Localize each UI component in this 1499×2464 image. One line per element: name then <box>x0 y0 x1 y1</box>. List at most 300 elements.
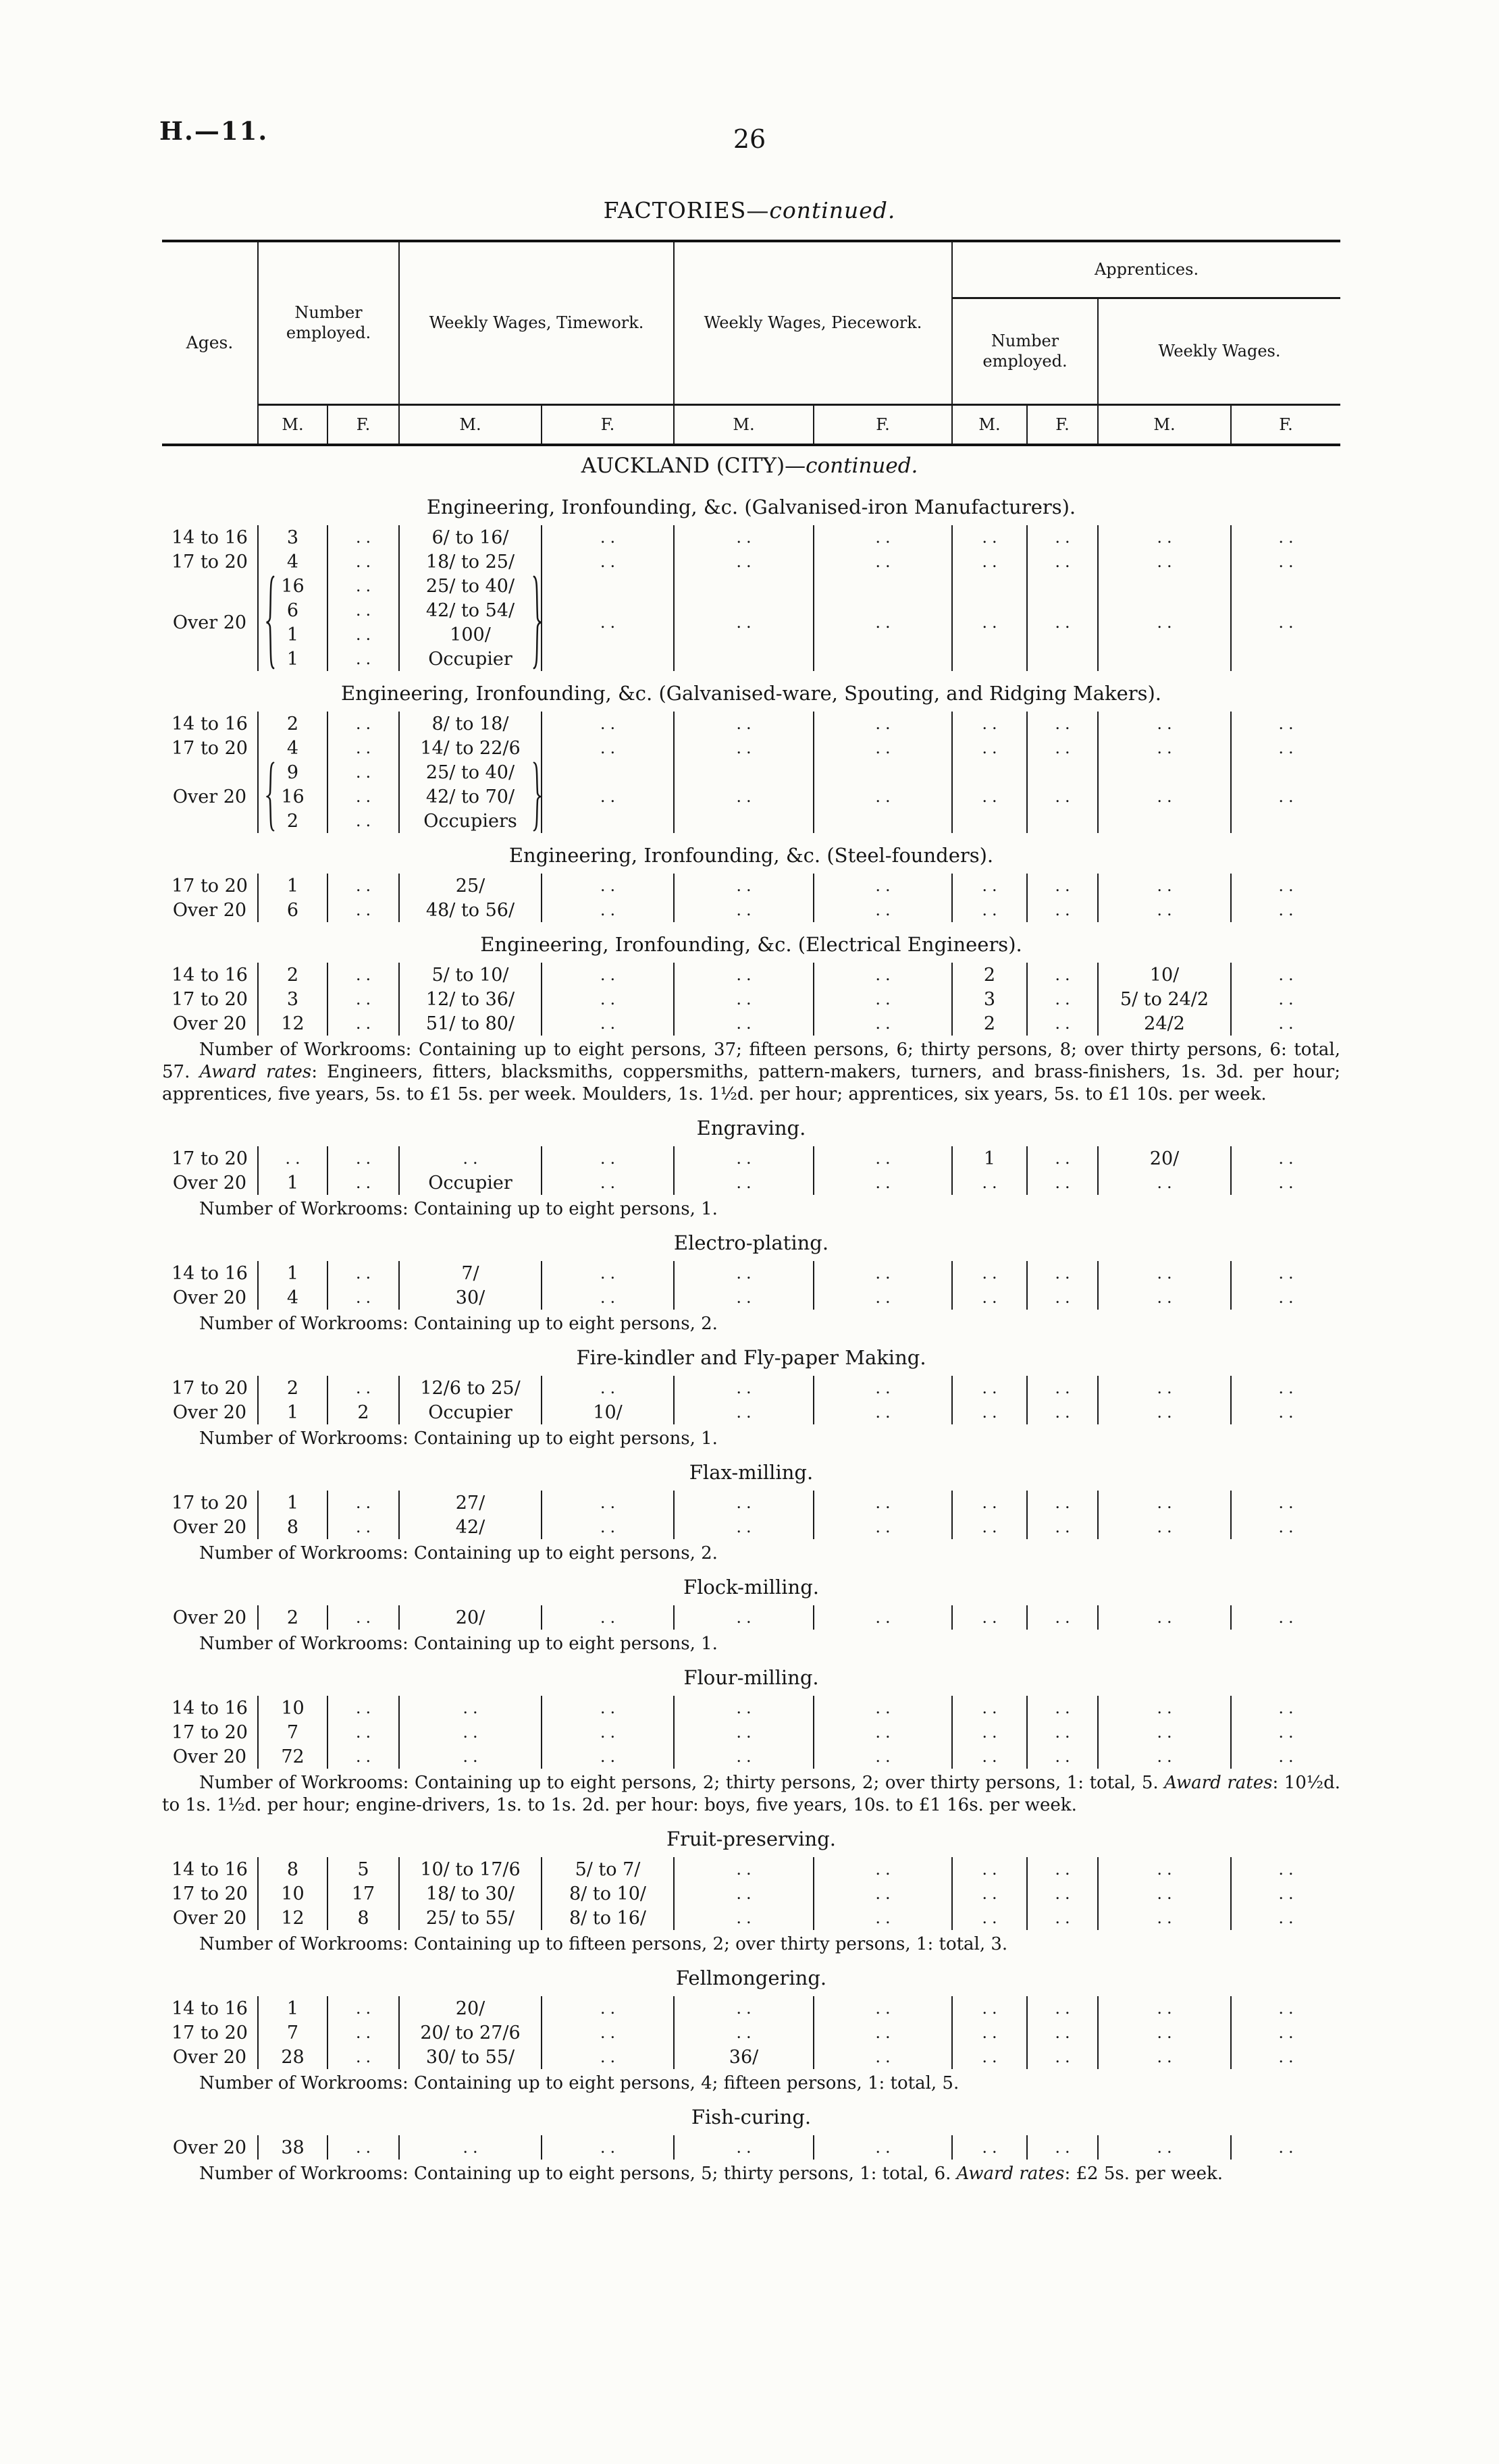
note-text: : Engineers, fitters, blacksmiths, coppersmiths, pattern-makers, turners, and brass-finishers, 1s. 3d. per hour; apprentices, five years, 5s. to £1 5s. per week. Moulders, 1s. 1½d. per hour; apprentices, six years, 5s. to £1 10s. per week. <box>162 1062 1341 1104</box>
female-column-header: F. <box>1231 404 1340 445</box>
note-text: Number of Workrooms: Containing up to eight persons, 2; thirty persons, 2; over thirty persons, 1: total, 5. <box>199 1773 1165 1793</box>
male-column-header: M. <box>1098 404 1231 445</box>
table-cell: .. <box>542 1515 674 1539</box>
table-cell: .. <box>327 987 399 1011</box>
table-cell: .. <box>1027 1011 1098 1036</box>
number-employed-header-label: Number employed. <box>286 303 371 343</box>
table-cell: .. <box>327 1515 399 1539</box>
section <box>162 1565 1340 1655</box>
table-cell: 25/ <box>399 874 542 898</box>
table-cell: .. <box>327 1171 399 1195</box>
table-cell: 30/ to 55/ <box>399 2045 542 2069</box>
table-row <box>162 1285 1340 1310</box>
table-cell: .. <box>1231 898 1340 922</box>
table-cell: .. <box>542 736 674 760</box>
table-cell: .. <box>674 1857 814 1881</box>
table-cell: .. <box>1027 1400 1098 1424</box>
wage-table <box>162 2135 1340 2160</box>
table-cell: 2 <box>327 1400 399 1424</box>
table-cell: .. <box>1098 574 1231 671</box>
table-cell: 72 <box>258 1744 327 1769</box>
table-cell: .. <box>542 1376 674 1400</box>
table-cell: .. <box>952 1261 1027 1285</box>
table-cell: .. <box>1231 1011 1340 1036</box>
table-cell: .. <box>1027 1881 1098 1906</box>
table-row <box>162 574 1340 598</box>
table-cell: .. <box>1231 874 1340 898</box>
table-cell: .. <box>542 1491 674 1515</box>
section-table-wrap <box>162 963 1340 1036</box>
table-cell: .. <box>399 2135 542 2160</box>
section-heading: Engineering, Ironfounding, &c. (Galvanised-ware, Spouting, and Ridging Makers). <box>340 682 1162 705</box>
table-cell: .. <box>542 712 674 736</box>
table-cell: 3 <box>258 987 327 1011</box>
table-cell: .. <box>1098 712 1231 736</box>
table-cell: .. <box>1027 736 1098 760</box>
table-cell: .. <box>542 987 674 1011</box>
table-cell: 10/ <box>542 1400 674 1424</box>
table-cell: .. <box>674 1906 814 1930</box>
table-cell: 1 <box>952 1146 1027 1171</box>
table-cell: .. <box>1098 1857 1231 1881</box>
table-cell: 5/ to 24/2 <box>1098 987 1231 1011</box>
table-cell: 18/ to 30/ <box>399 1881 542 1906</box>
table-cell: .. <box>1098 1996 1231 2020</box>
female-column-header: F. <box>814 404 952 445</box>
table-cell: .. <box>542 550 674 574</box>
table-cell: 18/ to 25/ <box>399 550 542 574</box>
table-cell: .. <box>542 874 674 898</box>
table-cell: .. <box>1231 574 1340 671</box>
page-subtitle <box>0 454 1499 478</box>
table-cell: .. <box>1098 525 1231 550</box>
table-cell: 28 <box>258 2045 327 2069</box>
note-text: Number of Workrooms: Containing up to eight persons, 1. <box>199 1634 718 1654</box>
section <box>162 922 1340 1106</box>
table-cell: .. <box>1098 2020 1231 2045</box>
table-row <box>162 874 1340 898</box>
table-cell: .. <box>952 1996 1027 2020</box>
table-cell: .. <box>1027 1171 1098 1195</box>
table-cell: Occupiers <box>399 809 542 833</box>
table-cell: .. <box>952 1720 1027 1744</box>
table-cell: .. <box>1098 1285 1231 1310</box>
table-row <box>162 1400 1340 1424</box>
table-cell: .. <box>1027 1261 1098 1285</box>
table-cell: 1 <box>258 1400 327 1424</box>
table-cell: .. <box>399 1720 542 1744</box>
table-cell: 1 <box>258 874 327 898</box>
table-cell: .. <box>327 784 399 809</box>
table-cell: 3 <box>952 987 1027 1011</box>
page-title <box>0 197 1499 223</box>
table-cell: .. <box>1098 2045 1231 2069</box>
table-cell: 2 <box>258 963 327 987</box>
note-text: Number of Workrooms: Containing up to eight persons, 4; fifteen persons, 1: total, 5. <box>199 2073 959 2093</box>
timework-wages-header: Weekly Wages, Timework. <box>399 241 674 404</box>
table-cell: Over 20 <box>172 2046 247 2068</box>
brace-decoration <box>265 761 275 832</box>
table-cell: 10 <box>258 1696 327 1720</box>
table-cell: .. <box>327 525 399 550</box>
section-table-wrap <box>162 525 1340 671</box>
table-cell: 1 <box>258 622 327 647</box>
section-heading: Fish-curing. <box>691 2106 812 2128</box>
table-cell: 6/ to 16/ <box>399 525 542 550</box>
table-cell: .. <box>1027 898 1098 922</box>
brace-decoration <box>533 575 543 670</box>
workrooms-note <box>162 1930 1340 1956</box>
table-cell: 12 <box>258 1011 327 1036</box>
table-cell: .. <box>399 1744 542 1769</box>
section-heading: Fellmongering. <box>675 1966 827 1989</box>
table-cell: .. <box>1231 1515 1340 1539</box>
table-cell: .. <box>1098 1906 1231 1930</box>
table-cell: .. <box>674 874 814 898</box>
workrooms-note <box>162 1195 1340 1221</box>
table-cell: .. <box>1231 1285 1340 1310</box>
table-cell: .. <box>1231 1744 1340 1769</box>
wage-table <box>162 874 1340 922</box>
table-cell: .. <box>327 1720 399 1744</box>
workrooms-note <box>162 1424 1340 1450</box>
table-cell: .. <box>1027 1491 1098 1515</box>
section-table-wrap <box>162 1491 1340 1539</box>
table-cell: .. <box>674 1146 814 1171</box>
table-cell: .. <box>814 574 952 671</box>
table-cell: .. <box>1231 1605 1340 1630</box>
table-cell: .. <box>1027 1696 1098 1720</box>
table-cell: .. <box>674 987 814 1011</box>
table-row <box>162 1720 1340 1744</box>
table-row <box>162 1376 1340 1400</box>
table-cell: 2 <box>952 963 1027 987</box>
table-cell: .. <box>1231 1857 1340 1881</box>
table-cell: .. <box>258 1146 327 1171</box>
table-cell: Over 20 <box>172 1907 247 1929</box>
female-column-header: F. <box>542 404 674 445</box>
table-cell: .. <box>1098 736 1231 760</box>
table-cell: 10/ <box>1098 963 1231 987</box>
note-text: Number of Workrooms: Containing up to fifteen persons, 2; over thirty persons, 1: total, 3. <box>199 1934 1008 1954</box>
table-cell: .. <box>952 1400 1027 1424</box>
table-cell: .. <box>399 1146 542 1171</box>
table-cell: 36/ <box>674 2045 814 2069</box>
number-employed-header <box>258 241 399 404</box>
table-cell: .. <box>674 1605 814 1630</box>
table-cell: 17 to 20 <box>172 1492 248 1514</box>
table-cell: .. <box>952 736 1027 760</box>
table-cell: .. <box>814 1720 952 1744</box>
table-cell: .. <box>542 1171 674 1195</box>
table-cell: .. <box>1027 963 1098 987</box>
table-cell: Over 20 <box>172 1013 247 1034</box>
workrooms-note <box>162 1310 1340 1335</box>
section-table-wrap <box>162 2135 1340 2160</box>
table-cell: .. <box>1231 1261 1340 1285</box>
table-cell: .. <box>327 1744 399 1769</box>
table-cell: 17 to 20 <box>172 2022 248 2043</box>
table-cell: .. <box>542 898 674 922</box>
table-cell: .. <box>1027 2045 1098 2069</box>
table-cell: .. <box>674 550 814 574</box>
table-cell: .. <box>542 1605 674 1630</box>
male-column-header: M. <box>399 404 542 445</box>
table-cell: .. <box>1027 1720 1098 1744</box>
table-cell: .. <box>542 1011 674 1036</box>
table-cell: .. <box>814 1146 952 1171</box>
wage-table <box>162 1376 1340 1424</box>
section-table-wrap <box>162 1146 1340 1195</box>
table-cell: .. <box>542 2020 674 2045</box>
table-cell: 7/ <box>399 1261 542 1285</box>
section <box>162 485 1340 671</box>
table-cell: .. <box>327 1605 399 1630</box>
table-row <box>162 525 1340 550</box>
table-cell: .. <box>1231 1696 1340 1720</box>
table-cell: .. <box>1027 1857 1098 1881</box>
section-heading: Flock-milling. <box>683 1576 820 1599</box>
table-cell: .. <box>814 2045 952 2069</box>
table-cell: Occupier <box>399 1171 542 1195</box>
table-cell: .. <box>674 736 814 760</box>
table-cell: 14 to 16 <box>172 964 248 986</box>
table-cell: .. <box>952 1696 1027 1720</box>
table-cell: 7 <box>258 1720 327 1744</box>
table-cell: .. <box>814 1515 952 1539</box>
wage-table-header <box>162 240 1340 446</box>
table-cell: .. <box>1027 574 1098 671</box>
table-cell: 14 to 16 <box>172 713 248 734</box>
table-cell: .. <box>1027 2020 1098 2045</box>
table-cell: .. <box>814 1857 952 1881</box>
table-cell: 4 <box>258 1285 327 1310</box>
table-cell: .. <box>952 2135 1027 2160</box>
table-cell: Over 20 <box>172 1401 247 1423</box>
apprentices-number-employed-label: Number employed. <box>982 331 1068 371</box>
section <box>162 1956 1340 2095</box>
table-cell: .. <box>1098 1261 1231 1285</box>
note-text: Number of Workrooms: Containing up to eight persons, 1. <box>199 1428 718 1449</box>
table-cell: .. <box>327 1011 399 1036</box>
table-cell: 4 <box>258 550 327 574</box>
wage-table <box>162 963 1340 1036</box>
table-cell: .. <box>814 1171 952 1195</box>
table-cell: .. <box>1027 712 1098 736</box>
table-cell: .. <box>1098 874 1231 898</box>
page-subtitle-continued: continued. <box>806 454 918 478</box>
table-cell: .. <box>1027 1285 1098 1310</box>
table-cell: 42/ to 70/ <box>399 784 542 809</box>
table-cell: .. <box>1027 987 1098 1011</box>
table-row <box>162 1857 1340 1881</box>
section-heading: Flax-milling. <box>689 1461 814 1484</box>
table-cell: 24/2 <box>1098 1011 1231 1036</box>
table-cell: .. <box>1231 525 1340 550</box>
table-cell: .. <box>952 1376 1027 1400</box>
page-title-continued: continued. <box>769 197 896 223</box>
table-cell: .. <box>1027 1744 1098 1769</box>
table-cell: 14 to 16 <box>172 527 248 548</box>
table-cell: 20/ to 27/6 <box>399 2020 542 2045</box>
table-cell: .. <box>674 1720 814 1744</box>
table-cell: .. <box>1027 550 1098 574</box>
table-cell: .. <box>814 1376 952 1400</box>
table-cell: .. <box>542 1285 674 1310</box>
table-cell: .. <box>814 1744 952 1769</box>
table-cell: .. <box>674 2020 814 2045</box>
apprentices-weekly-wages-header: Weekly Wages. <box>1098 298 1340 404</box>
table-cell: Over 20 <box>172 612 247 633</box>
table-cell: .. <box>814 874 952 898</box>
table-cell: 25/ to 55/ <box>399 1906 542 1930</box>
table-cell: .. <box>327 647 399 671</box>
table-cell: .. <box>814 987 952 1011</box>
table-cell: .. <box>814 736 952 760</box>
wage-table <box>162 1605 1340 1630</box>
table-cell: .. <box>1027 2135 1098 2160</box>
table-cell: Occupier <box>399 1400 542 1424</box>
section <box>162 1450 1340 1565</box>
table-cell: .. <box>814 760 952 833</box>
table-row <box>162 1906 1340 1930</box>
note-text: Number of Workrooms: Containing up to eight persons, 1. <box>199 1199 718 1219</box>
award-rates-label: Award rates <box>1164 1773 1273 1793</box>
section <box>162 1335 1340 1450</box>
female-column-header: F. <box>327 404 399 445</box>
table-cell: .. <box>327 1376 399 1400</box>
table-cell: .. <box>327 760 399 784</box>
table-cell: .. <box>952 1857 1027 1881</box>
table-cell: .. <box>814 525 952 550</box>
table-cell: 42/ <box>399 1515 542 1539</box>
table-cell: .. <box>814 1285 952 1310</box>
section-heading: Engineering, Ironfounding, &c. (Galvanised-iron Manufacturers). <box>426 496 1076 518</box>
section-table-wrap <box>162 874 1340 922</box>
table-row <box>162 987 1340 1011</box>
table-cell: .. <box>952 1515 1027 1539</box>
award-rates-label: Award rates <box>956 2164 1065 2184</box>
table-cell: 5/ to 7/ <box>542 1857 674 1881</box>
table-row <box>162 1171 1340 1195</box>
workrooms-note <box>162 1036 1340 1106</box>
table-cell: .. <box>1027 1906 1098 1930</box>
table-cell: Over 20 <box>172 1516 247 1538</box>
table-cell: .. <box>674 712 814 736</box>
table-cell: .. <box>327 598 399 622</box>
table-cell: .. <box>674 574 814 671</box>
table-cell: 2 <box>258 1376 327 1400</box>
section <box>162 1817 1340 1956</box>
table-cell: .. <box>674 1261 814 1285</box>
table-cell: .. <box>1231 2135 1340 2160</box>
table-row <box>162 898 1340 922</box>
table-cell: 6 <box>258 898 327 922</box>
table-row <box>162 760 1340 784</box>
table-cell: 6 <box>258 598 327 622</box>
table-cell: 17 to 20 <box>172 875 248 896</box>
table-cell: 1 <box>258 1996 327 2020</box>
table-cell: .. <box>814 1400 952 1424</box>
table-cell: .. <box>1231 550 1340 574</box>
table-cell: .. <box>1098 1376 1231 1400</box>
table-cell: 51/ to 80/ <box>399 1011 542 1036</box>
table-cell: .. <box>1231 1171 1340 1195</box>
table-cell: .. <box>814 1491 952 1515</box>
table-cell: .. <box>327 712 399 736</box>
table-cell: .. <box>814 1906 952 1930</box>
table-cell: 12 <box>258 1906 327 1930</box>
table-cell: 3 <box>258 525 327 550</box>
table-row <box>162 2020 1340 2045</box>
male-column-header: M. <box>952 404 1027 445</box>
table-cell: .. <box>674 1376 814 1400</box>
table-cell: .. <box>1231 1491 1340 1515</box>
section-heading: Fruit-preserving. <box>666 1827 836 1850</box>
table-cell: .. <box>327 963 399 987</box>
table-cell: 1 <box>258 1171 327 1195</box>
table-row <box>162 1011 1340 1036</box>
table-cell: .. <box>952 1906 1027 1930</box>
table-cell: .. <box>542 963 674 987</box>
male-column-header: M. <box>674 404 814 445</box>
table-cell: 14/ to 22/6 <box>399 736 542 760</box>
table-cell: .. <box>1027 1515 1098 1539</box>
table-cell: 17 to 20 <box>172 737 248 759</box>
brace-decoration <box>265 575 275 670</box>
table-cell: 17 to 20 <box>172 988 248 1010</box>
table-cell: 8 <box>327 1906 399 1930</box>
table-cell: .. <box>1231 712 1340 736</box>
table-cell: 8/ to 10/ <box>542 1881 674 1906</box>
table-cell: .. <box>1098 1400 1231 1424</box>
table-cell: 8 <box>258 1515 327 1539</box>
section <box>162 671 1340 833</box>
apprentices-header: Apprentices. <box>952 241 1340 298</box>
table-cell: .. <box>674 898 814 922</box>
table-cell: .. <box>1098 1720 1231 1744</box>
table-cell: 14 to 16 <box>172 1998 248 2019</box>
table-cell: 17 to 20 <box>172 1377 248 1399</box>
table-cell: .. <box>952 898 1027 922</box>
table-cell: 38 <box>258 2135 327 2160</box>
table-cell: .. <box>327 1996 399 2020</box>
note-text: Number of Workrooms: Containing up to eight persons, 5; thirty persons, 1: total, 6. <box>199 2164 957 2184</box>
table-cell: 17 to 20 <box>172 1148 248 1169</box>
table-cell: .. <box>814 2020 952 2045</box>
table-cell: .. <box>1231 2045 1340 2069</box>
table-cell: .. <box>327 874 399 898</box>
table-cell: .. <box>327 622 399 647</box>
table-row <box>162 736 1340 760</box>
table-cell: .. <box>1098 1171 1231 1195</box>
section-table-wrap <box>162 1261 1340 1310</box>
wage-table <box>162 1857 1340 1930</box>
table-cell: .. <box>1098 1491 1231 1515</box>
table-cell: .. <box>814 1696 952 1720</box>
table-cell: .. <box>674 1171 814 1195</box>
table-cell: .. <box>542 1696 674 1720</box>
table-cell: .. <box>542 2045 674 2069</box>
table-cell: .. <box>1231 736 1340 760</box>
table-cell: .. <box>1098 1515 1231 1539</box>
table-cell: .. <box>952 760 1027 833</box>
section-table-wrap <box>162 1376 1340 1424</box>
table-row <box>162 1515 1340 1539</box>
table-row <box>162 2045 1340 2069</box>
table-cell: .. <box>1231 760 1340 833</box>
section-table-wrap <box>162 1857 1340 1930</box>
